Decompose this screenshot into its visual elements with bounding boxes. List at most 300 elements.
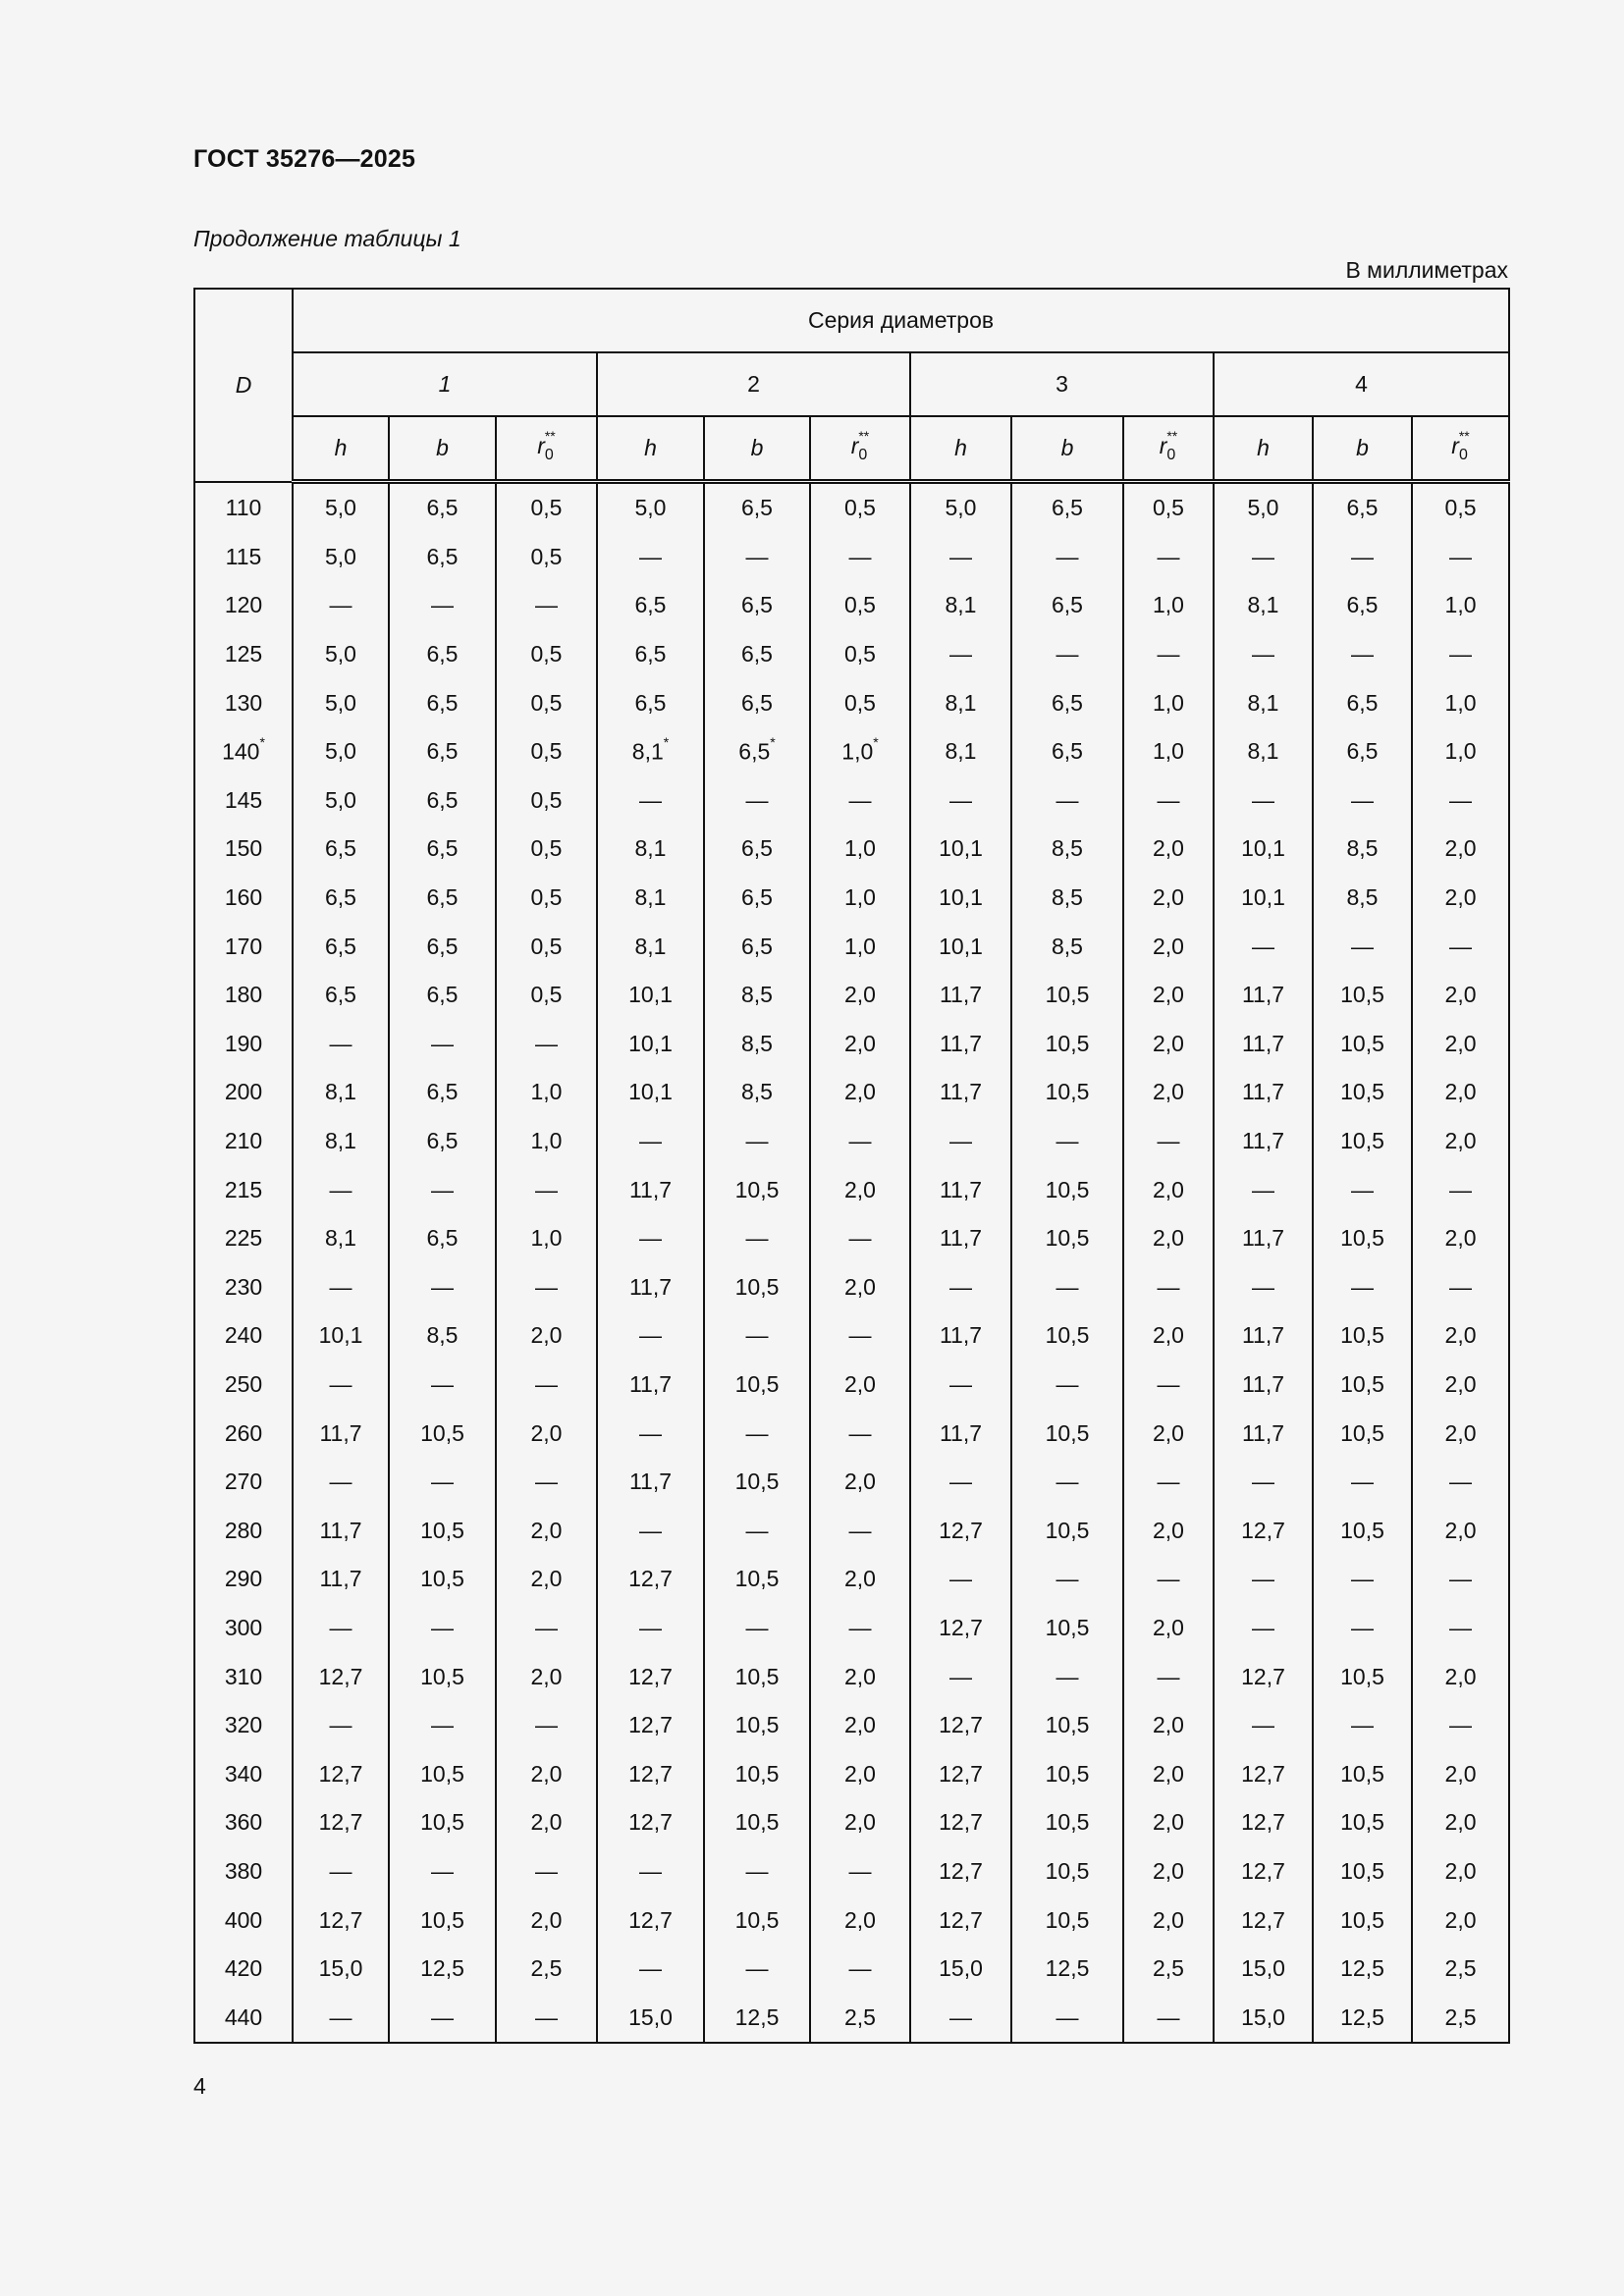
table-cell — [597, 1165, 704, 1214]
table-cell — [597, 1214, 704, 1263]
table-cell — [1123, 1214, 1214, 1263]
table-cell — [496, 1263, 597, 1312]
table-cell — [704, 1068, 810, 1117]
table-cell — [293, 874, 389, 923]
table-cell — [293, 1458, 389, 1507]
row-diameter — [194, 482, 293, 533]
cell-value: 11,7 — [628, 1468, 673, 1495]
table-cell — [597, 1361, 704, 1410]
cell-value: 8,1 — [634, 884, 667, 911]
table-cell — [389, 1361, 496, 1410]
cell-value: 10,1 — [318, 1322, 363, 1349]
table-cell — [1313, 630, 1412, 679]
cell-value: — — [1449, 1614, 1473, 1640]
cell-value: — — [745, 786, 769, 813]
row-diameter — [194, 1263, 293, 1312]
cell-value: 2,0 — [844, 1712, 876, 1738]
table-cell — [1011, 678, 1123, 727]
cell-value: 10,5 — [1340, 1906, 1384, 1933]
table-cell — [1313, 1604, 1412, 1653]
cell-value: — — [1056, 1128, 1079, 1154]
cell-value: 5,0 — [325, 786, 356, 813]
table-row — [194, 1214, 1509, 1263]
table-cell — [496, 825, 597, 874]
cell-value: — — [1351, 1614, 1374, 1640]
cell-value: — — [848, 1857, 872, 1884]
table-cell — [810, 1652, 910, 1701]
table-cell — [1123, 1020, 1214, 1069]
diameter-value: 340 — [224, 1760, 263, 1787]
table-cell — [597, 1701, 704, 1750]
cell-value: 6,5 — [1052, 689, 1083, 716]
cell-value: — — [1449, 1712, 1473, 1738]
table-cell — [1313, 678, 1412, 727]
cell-value: 11,7 — [939, 982, 983, 1008]
table-cell — [704, 678, 810, 727]
cell-value: 0,5 — [844, 689, 876, 716]
diameter-value: 240 — [224, 1322, 263, 1349]
cell-value: 2,0 — [1153, 1176, 1184, 1202]
cell-value: — — [639, 1517, 662, 1543]
cell-value: — — [535, 1468, 558, 1495]
cell-value: — — [431, 1273, 454, 1300]
cell-value: 2,0 — [530, 1906, 563, 1933]
table-cell — [704, 1458, 810, 1507]
cell-value: 2,0 — [844, 1906, 876, 1933]
cell-value: 8,5 — [1346, 884, 1379, 911]
table-cell — [1123, 533, 1214, 582]
table-cell — [597, 1896, 704, 1945]
cell-value: 6,5 — [325, 884, 356, 911]
row-diameter — [194, 1361, 293, 1410]
table-cell — [1412, 1311, 1509, 1361]
table-cell — [810, 581, 910, 630]
cell-value: 10,5 — [420, 1419, 464, 1446]
table-cell — [910, 1993, 1011, 2043]
table-cell — [597, 1117, 704, 1166]
table-cell — [293, 922, 389, 971]
table-cell — [293, 533, 389, 582]
table-cell — [1313, 1945, 1412, 1994]
table-cell — [704, 1749, 810, 1798]
cell-value: 2,0 — [1153, 1419, 1184, 1446]
row-diameter — [194, 1847, 293, 1896]
table-cell — [1313, 1652, 1412, 1701]
cell-value: 0,5 — [844, 592, 876, 618]
table-cell — [496, 1020, 597, 1069]
cell-value: — — [535, 2003, 558, 2030]
cell-value: 12,7 — [628, 1566, 673, 1592]
cell-value: — — [848, 1128, 872, 1154]
cell-value: — — [1252, 786, 1274, 813]
cell-value: 6,5 — [741, 495, 773, 521]
cell-value: 8,1 — [631, 738, 664, 765]
cell-value: 15,0 — [1241, 2003, 1285, 2030]
table-cell — [1123, 581, 1214, 630]
table-cell — [1412, 1652, 1509, 1701]
cell-value: — — [1351, 786, 1374, 813]
table-cell — [704, 482, 810, 533]
cell-value: 6,5 — [325, 982, 356, 1008]
cell-value: 10,5 — [1045, 1322, 1090, 1349]
table-cell — [810, 1945, 910, 1994]
table-cell — [910, 1409, 1011, 1458]
r-index: 0 — [858, 446, 868, 463]
cell-value: — — [1252, 641, 1274, 667]
cell-value: 10,5 — [734, 1273, 780, 1300]
table-cell — [1412, 581, 1509, 630]
table-cell — [1123, 630, 1214, 679]
cell-value: 12,7 — [939, 1614, 983, 1640]
d-column-header: D — [194, 289, 293, 482]
table-cell — [1123, 727, 1214, 776]
table-cell — [389, 1896, 496, 1945]
cell-value: 1,0 — [530, 1225, 563, 1252]
table-cell — [1313, 533, 1412, 582]
cell-value: 1,0 — [841, 738, 874, 765]
cell-value: — — [1351, 1176, 1374, 1202]
cell-value: — — [1252, 1566, 1274, 1592]
cell-value: 11,7 — [939, 1322, 983, 1349]
table-cell — [1412, 1165, 1509, 1214]
table-cell — [1313, 1847, 1412, 1896]
table-cell — [1214, 581, 1313, 630]
table-cell — [1011, 630, 1123, 679]
cell-value: — — [535, 1370, 558, 1397]
cell-value: — — [639, 1419, 662, 1446]
cell-value: 10,5 — [1340, 1809, 1384, 1836]
table-cell — [1313, 1117, 1412, 1166]
table-cell — [597, 1263, 704, 1312]
diameter-value: 360 — [224, 1809, 263, 1836]
cell-value: 0,5 — [530, 543, 563, 569]
table-cell — [1214, 630, 1313, 679]
table-cell — [704, 727, 810, 776]
row-diameter — [194, 1555, 293, 1604]
table-cell — [293, 1409, 389, 1458]
diameter-value: 290 — [224, 1566, 263, 1592]
cell-value: 2,5 — [844, 2003, 876, 2030]
table-cell — [1123, 1604, 1214, 1653]
row-diameter — [194, 1409, 293, 1458]
cell-value: 2,0 — [530, 1419, 563, 1446]
cell-value: 8,1 — [634, 835, 667, 862]
cell-value: — — [848, 1322, 872, 1349]
subheader-r0 — [1412, 416, 1509, 482]
table-cell — [1313, 1409, 1412, 1458]
subheader-b — [1011, 416, 1123, 482]
cell-value: 5,0 — [325, 543, 356, 569]
table-cell — [1011, 1263, 1123, 1312]
diameter-value: 225 — [224, 1225, 263, 1252]
cell-value: — — [1449, 1468, 1473, 1495]
cell-value: — — [1252, 1712, 1274, 1738]
cell-value: 15,0 — [939, 1955, 983, 1982]
cell-value: — — [1056, 2003, 1079, 2030]
table-cell — [293, 1068, 389, 1117]
cell-value: — — [1351, 1566, 1374, 1592]
cell-value: 10,5 — [1340, 1128, 1384, 1154]
cell-value: 8,5 — [1052, 884, 1083, 911]
table-row — [194, 971, 1509, 1020]
table-cell — [810, 1506, 910, 1555]
cell-value: — — [1056, 1663, 1079, 1689]
table-row — [194, 776, 1509, 826]
table-cell — [293, 581, 389, 630]
table-cell — [810, 1604, 910, 1653]
cell-value: 8,5 — [741, 982, 773, 1008]
cell-value: 10,5 — [420, 1906, 464, 1933]
table-cell — [597, 1604, 704, 1653]
r-index: 0 — [544, 446, 554, 463]
table-cell — [810, 1458, 910, 1507]
table-row — [194, 1896, 1509, 1945]
table-cell — [293, 1555, 389, 1604]
table-cell — [1214, 1993, 1313, 2043]
table-cell — [910, 1214, 1011, 1263]
table-cell — [1313, 1749, 1412, 1798]
table-cell — [1011, 1361, 1123, 1410]
cell-value: 10,5 — [734, 1760, 780, 1787]
cell-value: 2,5 — [530, 1955, 563, 1982]
table-cell — [389, 581, 496, 630]
cell-value: 12,7 — [318, 1760, 363, 1787]
table-cell — [1011, 1068, 1123, 1117]
table-cell — [910, 1311, 1011, 1361]
table-cell — [1214, 1604, 1313, 1653]
cell-value: 2,0 — [1153, 1712, 1184, 1738]
table-cell — [704, 1701, 810, 1750]
cell-value: 11,7 — [1241, 1030, 1285, 1056]
cell-value: — — [949, 1370, 972, 1397]
row-diameter — [194, 1896, 293, 1945]
table-cell — [597, 1847, 704, 1896]
table-cell — [1214, 1652, 1313, 1701]
cell-value: — — [535, 1614, 558, 1640]
table-cell — [810, 776, 910, 826]
cell-value: — — [431, 1614, 454, 1640]
r-footnote-mark: ** — [1166, 428, 1178, 445]
table-cell — [597, 776, 704, 826]
cell-value: 8,5 — [426, 1322, 459, 1349]
table-cell — [704, 825, 810, 874]
table-cell — [293, 1945, 389, 1994]
cell-value: 12,7 — [939, 1809, 983, 1836]
table-cell — [1214, 1506, 1313, 1555]
table-cell — [1214, 1068, 1313, 1117]
cell-value: — — [1252, 1614, 1274, 1640]
cell-value: 12,5 — [1340, 2003, 1384, 2030]
table-cell — [389, 1701, 496, 1750]
row-diameter — [194, 1311, 293, 1361]
table-cell — [1123, 1701, 1214, 1750]
cell-value: 15,0 — [628, 2003, 673, 2030]
cell-value: — — [1157, 543, 1180, 569]
cell-value: 8,1 — [1247, 738, 1279, 765]
cell-value: 10,5 — [1045, 1225, 1090, 1252]
table-cell — [910, 1165, 1011, 1214]
table-cell — [293, 1749, 389, 1798]
table-cell — [1011, 1993, 1123, 2043]
row-diameter — [194, 1117, 293, 1166]
subheader-b — [1313, 416, 1412, 482]
table-cell — [293, 1311, 389, 1361]
cell-value: 0,5 — [530, 786, 563, 813]
series-4-header: 4 — [1214, 352, 1509, 416]
table-cell — [1313, 825, 1412, 874]
cell-value: 10,5 — [1340, 1370, 1384, 1397]
cell-value: — — [431, 1712, 454, 1738]
r-symbol: r — [537, 432, 545, 458]
cell-value: 10,1 — [939, 884, 983, 911]
table-cell — [389, 825, 496, 874]
cell-value: 0,5 — [530, 884, 563, 911]
cell-value: — — [535, 1273, 558, 1300]
table-cell — [1214, 825, 1313, 874]
table-cell — [1123, 1555, 1214, 1604]
cell-value: 1,0 — [844, 933, 876, 959]
document-title: ГОСТ 35276—2025 — [193, 145, 416, 173]
table-row — [194, 1458, 1509, 1507]
cell-value: 10,5 — [1045, 982, 1090, 1008]
table-cell — [1123, 1263, 1214, 1312]
row-diameter — [194, 1506, 293, 1555]
cell-value: 8,5 — [1346, 835, 1379, 862]
subheader-row — [194, 416, 1509, 482]
table-cell — [1214, 1263, 1313, 1312]
table-cell — [496, 1068, 597, 1117]
cell-value: — — [1449, 641, 1473, 667]
cell-value: 6,5 — [325, 835, 356, 862]
table-cell — [1011, 1847, 1123, 1896]
cell-value: 6,5 — [1346, 689, 1379, 716]
cell-value: 11,7 — [319, 1566, 362, 1592]
cell-value: 10,5 — [1045, 1760, 1090, 1787]
table-cell — [1123, 1798, 1214, 1847]
subheader-h — [597, 416, 704, 482]
cell-value: 8,1 — [1247, 689, 1279, 716]
table-cell — [1123, 1068, 1214, 1117]
cell-value: 2,0 — [844, 1566, 876, 1592]
table-cell — [1412, 1604, 1509, 1653]
cell-value: — — [949, 1273, 972, 1300]
row-diameter — [194, 1604, 293, 1653]
cell-value: 10,5 — [1045, 1079, 1090, 1105]
table-cell — [704, 1506, 810, 1555]
table-cell — [597, 1068, 704, 1117]
diameter-value: 250 — [224, 1370, 263, 1397]
table-cell — [1123, 825, 1214, 874]
cell-value: 10,5 — [1340, 982, 1384, 1008]
cell-value: 8,1 — [945, 592, 977, 618]
table-cell — [1123, 1409, 1214, 1458]
table-cell — [597, 630, 704, 679]
table-row — [194, 678, 1509, 727]
subheader-r0 — [810, 416, 910, 482]
table-row — [194, 630, 1509, 679]
table-cell — [1123, 482, 1214, 533]
table-cell — [810, 1749, 910, 1798]
table-cell — [810, 1993, 910, 2043]
cell-value: 6,5 — [1346, 592, 1379, 618]
table-cell — [496, 874, 597, 923]
table-cell — [704, 1555, 810, 1604]
table-cell — [597, 581, 704, 630]
cell-value: 2,0 — [1153, 1225, 1184, 1252]
cell-value: 11,7 — [1241, 1225, 1285, 1252]
cell-value: 10,1 — [628, 1030, 673, 1056]
table-cell — [1313, 482, 1412, 533]
table-cell — [389, 1409, 496, 1458]
cell-value: 2,5 — [1444, 2003, 1477, 2030]
row-diameter — [194, 1749, 293, 1798]
cell-value: — — [431, 1176, 454, 1202]
cell-value: 10,5 — [734, 1906, 780, 1933]
row-diameter — [194, 825, 293, 874]
subheader-b — [389, 416, 496, 482]
cell-value: 10,5 — [1045, 1906, 1090, 1933]
r-index: 0 — [1166, 446, 1176, 463]
cell-value: 8,1 — [325, 1225, 356, 1252]
table-cell — [1123, 1458, 1214, 1507]
diameter-value: 160 — [224, 884, 263, 911]
cell-value: 12,7 — [318, 1809, 363, 1836]
diameter-value: 420 — [224, 1955, 263, 1982]
series-2-header: 2 — [597, 352, 910, 416]
table-cell — [910, 630, 1011, 679]
row-diameter — [194, 971, 293, 1020]
cell-value: — — [431, 592, 454, 618]
units-label: В миллиметрах — [1345, 257, 1508, 283]
table-cell — [1011, 1749, 1123, 1798]
table-cell — [496, 1361, 597, 1410]
cell-value: 8,5 — [741, 1030, 773, 1056]
cell-value: — — [329, 1712, 352, 1738]
table-cell — [910, 874, 1011, 923]
table-cell — [1011, 1458, 1123, 1507]
table-cell — [389, 922, 496, 971]
cell-value: — — [1157, 1663, 1180, 1689]
cell-value: 11,7 — [1241, 1322, 1285, 1349]
table-cell — [1313, 776, 1412, 826]
diameter-value: 130 — [224, 689, 263, 716]
table-cell — [810, 1311, 910, 1361]
row-diameter — [194, 776, 293, 826]
table-cell — [1123, 922, 1214, 971]
cell-value: — — [431, 1468, 454, 1495]
table-cell — [496, 1165, 597, 1214]
cell-value: — — [431, 1370, 454, 1397]
cell-value: 2,0 — [844, 1030, 876, 1056]
table-cell — [1313, 1311, 1412, 1361]
cell-value: 2,0 — [1153, 1517, 1184, 1543]
table-cell — [910, 1263, 1011, 1312]
row-diameter — [194, 581, 293, 630]
cell-value: 12,7 — [1241, 1760, 1285, 1787]
cell-value: 2,0 — [1444, 1322, 1477, 1349]
table-header — [194, 289, 1509, 482]
table-cell — [293, 1701, 389, 1750]
subheader-h-label: h — [334, 435, 348, 460]
table-cell — [1214, 1020, 1313, 1069]
table-cell — [1214, 727, 1313, 776]
cell-value: 10,5 — [734, 1809, 780, 1836]
cell-value: 1,0 — [1153, 689, 1184, 716]
table-cell — [389, 1604, 496, 1653]
table-cell — [1123, 776, 1214, 826]
cell-value: — — [639, 1614, 662, 1640]
cell-value: — — [1351, 933, 1374, 959]
